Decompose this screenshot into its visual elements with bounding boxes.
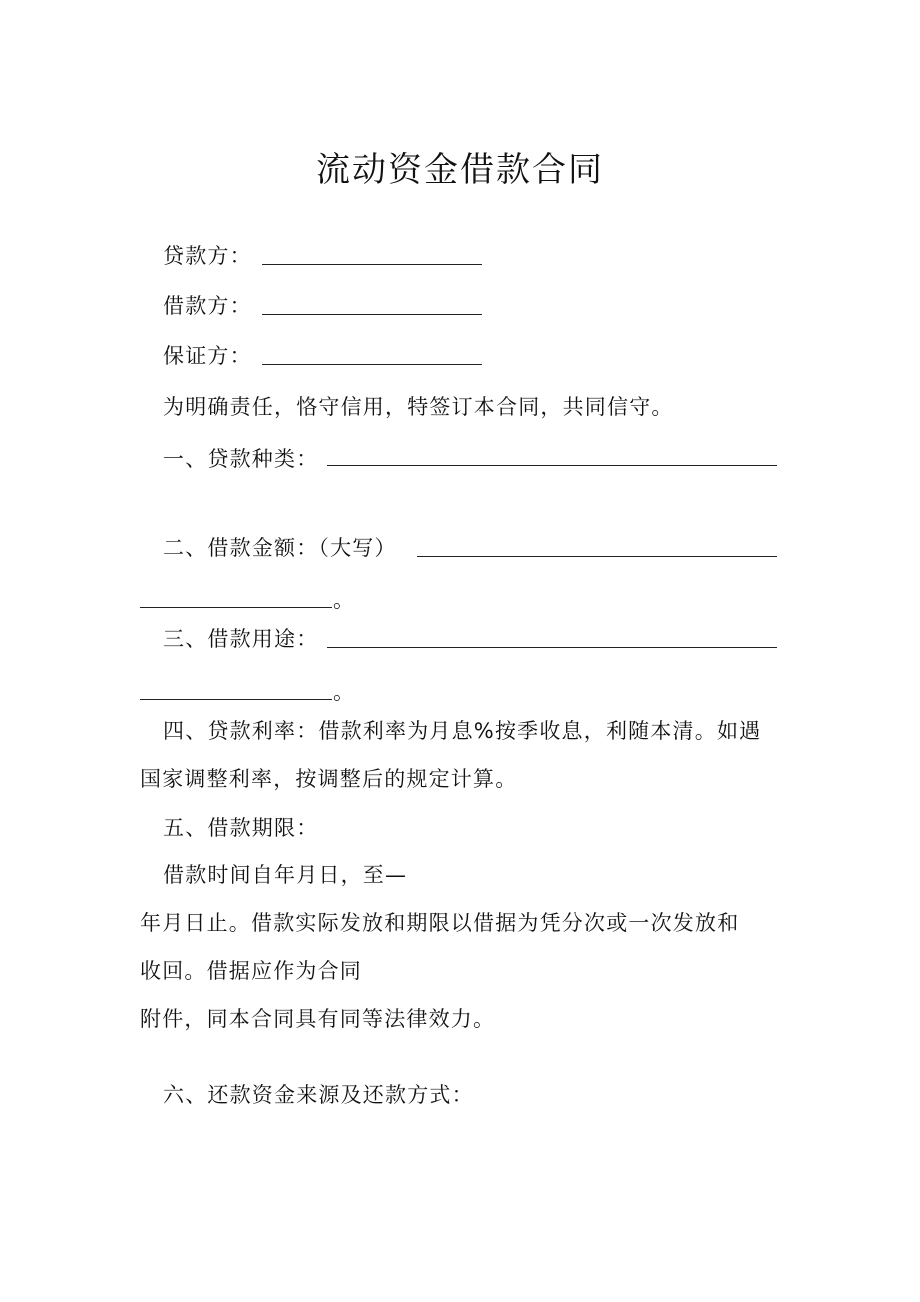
loan-purpose-blank-2[interactable] (140, 698, 332, 700)
preamble: 为明确责任，恪守信用，特签订本合同，共同信守。 (163, 395, 674, 419)
guarantor-row (163, 341, 252, 371)
clause-1-label: 一、贷款种类： (163, 447, 319, 471)
clause-2-end: 。 (333, 588, 356, 612)
lender-row (163, 241, 252, 271)
clause-5-line-1: 借款时间自年月日，至— (163, 863, 408, 887)
clause-3-label: 三、借款用途： (163, 627, 319, 651)
clause-5-line-3: 收回。借据应作为合同 (140, 959, 362, 983)
clause-4-line-2: 国家调整利率，按调整后的规定计算。 (140, 767, 518, 791)
guarantor-label: 保证方： (163, 344, 252, 368)
borrower-blank[interactable] (262, 313, 482, 315)
guarantor-blank[interactable] (262, 363, 482, 365)
loan-amount-blank-1[interactable] (417, 555, 777, 557)
loan-type-blank[interactable] (327, 464, 777, 466)
document-title: 流动资金借款合同 (316, 150, 604, 190)
lender-label: 贷款方： (163, 244, 252, 268)
lender-blank[interactable] (262, 263, 482, 265)
clause-5-line-2: 年月日止。借款实际发放和期限以借据为凭分次或一次发放和 (140, 911, 740, 935)
clause-5-label: 五、借款期限： (163, 816, 319, 840)
clause-5-line-4: 附件，同本合同具有同等法律效力。 (140, 1007, 496, 1031)
loan-amount-blank-2[interactable] (140, 606, 332, 608)
clause-3-end: 。 (333, 680, 356, 704)
loan-purpose-blank-1[interactable] (327, 646, 777, 648)
clause-4-line-1: 四、贷款利率：借款利率为月息%按季收息，利随本清。如遇 (163, 719, 762, 743)
borrower-row (163, 291, 252, 321)
clause-2-label: 二、借款金额：（大写） (163, 536, 397, 560)
borrower-label: 借款方： (163, 294, 252, 318)
clause-6-label: 六、还款资金来源及还款方式： (163, 1083, 474, 1107)
